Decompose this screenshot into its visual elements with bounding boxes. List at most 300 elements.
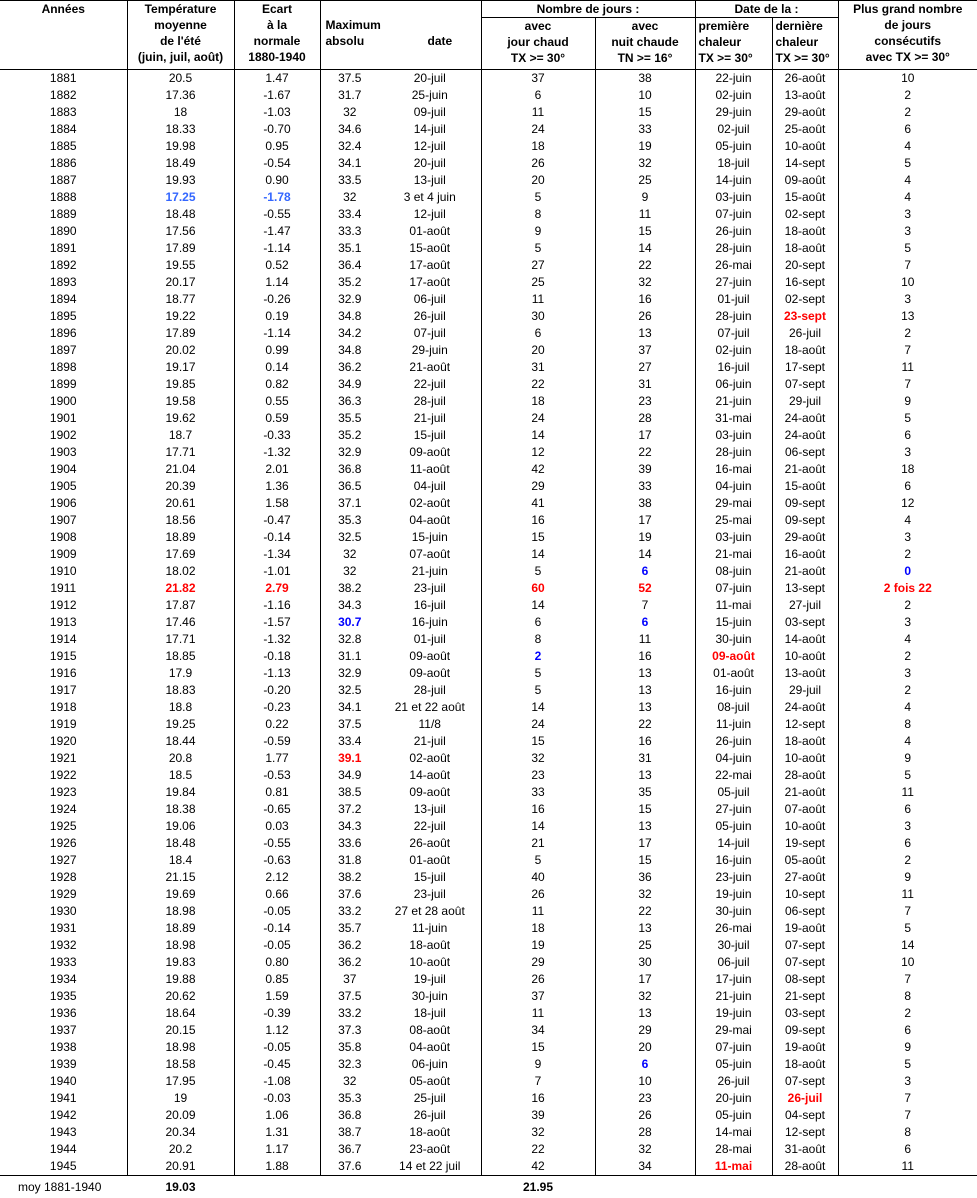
cell-consecutifs: 3 <box>904 207 912 221</box>
cell-jour-chaud: 14 <box>481 818 595 835</box>
cell-ecart: -1.16 <box>234 597 320 614</box>
cell-ecart: -1.57 <box>234 614 320 631</box>
table-row <box>0 70 977 88</box>
table-row <box>0 87 977 104</box>
cell-temperature: 19.69 <box>127 886 234 903</box>
cell-ecart: -1.67 <box>234 87 320 104</box>
cell-premiere: 04-juin <box>695 478 772 495</box>
cell-nuit-chaude: 7 <box>595 597 695 614</box>
cell-jour-chaud: 16 <box>481 1090 595 1107</box>
cell-temperature: 17.89 <box>127 240 234 257</box>
cell-date: 15-juil <box>379 869 481 886</box>
header-date-de-la: Date de la : <box>695 1 838 18</box>
cell-ecart: 0.80 <box>234 954 320 971</box>
cell-derniere: 29-août <box>772 529 838 546</box>
cell-jour-chaud: 5 <box>481 189 595 206</box>
cell-consecutifs: 2 <box>904 683 912 697</box>
header-derniere: dernière chaleur TX >= 30° <box>772 18 838 70</box>
cell-ecart: 0.59 <box>234 410 320 427</box>
cell-jour-chaud: 40 <box>481 869 595 886</box>
cell-jour-chaud: 6 <box>481 325 595 342</box>
cell-consecutifs: 14 <box>901 938 915 952</box>
table-row <box>0 104 977 121</box>
cell-temperature: 21.82 <box>127 580 234 597</box>
cell-date: 09-août <box>379 444 481 461</box>
cell-consecutifs: 7 <box>904 258 912 272</box>
cell-annee: 1894 <box>0 291 127 308</box>
cell-consecutifs: 3 <box>904 819 912 833</box>
cell-maximum: 33.4 <box>338 734 362 748</box>
cell-nuit-chaude: 22 <box>595 903 695 920</box>
cell-date: 27 et 28 août <box>379 903 481 920</box>
cell-date: 06-juin <box>379 1056 481 1073</box>
cell-temperature: 19.98 <box>127 138 234 155</box>
table-row <box>0 461 977 478</box>
table-row <box>0 580 977 597</box>
table-row <box>0 427 977 444</box>
cell-premiere: 05-juin <box>695 1107 772 1124</box>
cell-jour-chaud: 21 <box>481 835 595 852</box>
cell-nuit-chaude: 13 <box>595 325 695 342</box>
cell-temperature: 18.98 <box>127 903 234 920</box>
cell-maximum: 35.2 <box>338 275 362 289</box>
cell-premiere: 06-juil <box>695 954 772 971</box>
cell-consecutifs: 5 <box>904 156 912 170</box>
cell-maximum: 35.8 <box>338 1040 362 1054</box>
cell-derniere: 16-sept <box>772 274 838 291</box>
cell-date: 11/8 <box>379 716 481 733</box>
cell-derniere: 21-août <box>772 784 838 801</box>
cell-maximum: 33.3 <box>338 224 362 238</box>
cell-annee: 1897 <box>0 342 127 359</box>
cell-premiere: 05-juil <box>695 784 772 801</box>
cell-jour-chaud: 32 <box>481 1124 595 1141</box>
cell-ecart: 0.85 <box>234 971 320 988</box>
cell-consecutifs: 4 <box>904 173 912 187</box>
cell-maximum: 32.9 <box>338 666 362 680</box>
cell-ecart: 1.47 <box>234 70 320 88</box>
cell-maximum: 32 <box>343 190 357 204</box>
table-row <box>0 835 977 852</box>
cell-premiere: 07-juin <box>695 206 772 223</box>
cell-maximum: 34.3 <box>338 819 362 833</box>
cell-consecutifs: 3 <box>904 666 912 680</box>
table-row <box>0 971 977 988</box>
table-row <box>0 291 977 308</box>
cell-derniere: 19-août <box>772 1039 838 1056</box>
table-row <box>0 359 977 376</box>
cell-date: 12-juil <box>379 138 481 155</box>
cell-maximum: 32.9 <box>338 445 362 459</box>
cell-ecart: -0.54 <box>234 155 320 172</box>
cell-maximum: 38.2 <box>338 581 362 595</box>
cell-temperature: 19.84 <box>127 784 234 801</box>
table-body <box>0 70 977 1176</box>
cell-date: 21-juil <box>379 733 481 750</box>
cell-annee: 1939 <box>0 1056 127 1073</box>
cell-consecutifs: 6 <box>904 1142 912 1156</box>
cell-ecart: 0.82 <box>234 376 320 393</box>
cell-ecart: 0.55 <box>234 393 320 410</box>
cell-nuit-chaude: 15 <box>595 852 695 869</box>
cell-derniere: 12-sept <box>772 1124 838 1141</box>
cell-consecutifs: 2 <box>904 105 912 119</box>
cell-annee: 1882 <box>0 87 127 104</box>
table-row <box>0 1022 977 1039</box>
cell-ecart: 2.01 <box>234 461 320 478</box>
cell-consecutifs: 4 <box>904 700 912 714</box>
cell-consecutifs: 2 <box>904 598 912 612</box>
cell-maximum: 32 <box>343 547 357 561</box>
cell-date: 18-août <box>379 1124 481 1141</box>
cell-date: 3 et 4 juin <box>379 189 481 206</box>
table-row <box>0 614 977 631</box>
cell-jour-chaud: 11 <box>481 903 595 920</box>
cell-consecutifs: 9 <box>904 870 912 884</box>
cell-date: 23-août <box>379 1141 481 1158</box>
cell-ecart: 0.52 <box>234 257 320 274</box>
cell-nuit-chaude: 14 <box>595 240 695 257</box>
cell-temperature: 19.83 <box>127 954 234 971</box>
cell-date: 28-juil <box>379 393 481 410</box>
cell-annee: 1907 <box>0 512 127 529</box>
cell-jour-chaud: 22 <box>481 376 595 393</box>
cell-premiere: 30-juin <box>695 631 772 648</box>
table-row <box>0 1005 977 1022</box>
cell-jour-chaud: 34 <box>481 1022 595 1039</box>
cell-derniere: 08-sept <box>772 971 838 988</box>
cell-maximum: 36.2 <box>338 938 362 952</box>
cell-ecart: 1.14 <box>234 274 320 291</box>
cell-nuit-chaude: 16 <box>595 733 695 750</box>
cell-maximum: 34.2 <box>338 326 362 340</box>
cell-temperature: 19.22 <box>127 308 234 325</box>
cell-derniere: 21-août <box>772 461 838 478</box>
table-row <box>0 1107 977 1124</box>
cell-temperature: 17.25 <box>127 189 234 206</box>
cell-nuit-chaude: 23 <box>595 1090 695 1107</box>
cell-derniere: 24-août <box>772 427 838 444</box>
cell-nuit-chaude: 28 <box>595 1124 695 1141</box>
cell-derniere: 14-sept <box>772 155 838 172</box>
cell-jour-chaud: 2 <box>481 648 595 665</box>
cell-annee: 1887 <box>0 172 127 189</box>
cell-derniere: 27-juil <box>772 597 838 614</box>
cell-consecutifs: 7 <box>904 377 912 391</box>
cell-jour-chaud: 60 <box>481 580 595 597</box>
cell-ecart: -0.33 <box>234 427 320 444</box>
cell-temperature: 17.71 <box>127 631 234 648</box>
cell-derniere: 28-août <box>772 1158 838 1176</box>
cell-consecutifs: 4 <box>904 513 912 527</box>
cell-premiere: 30-juin <box>695 903 772 920</box>
cell-maximum: 31.7 <box>338 88 362 102</box>
cell-derniere: 15-août <box>772 478 838 495</box>
cell-nuit-chaude: 13 <box>595 699 695 716</box>
cell-jour-chaud: 8 <box>481 206 595 223</box>
cell-date: 25-juin <box>379 87 481 104</box>
cell-temperature: 17.95 <box>127 1073 234 1090</box>
cell-nuit-chaude: 15 <box>595 801 695 818</box>
table-row <box>0 920 977 937</box>
cell-annee: 1928 <box>0 869 127 886</box>
cell-date: 01-juil <box>379 631 481 648</box>
cell-consecutifs: 4 <box>904 734 912 748</box>
cell-jour-chaud: 5 <box>481 240 595 257</box>
cell-derniere: 12-sept <box>772 716 838 733</box>
table-row <box>0 631 977 648</box>
cell-date: 04-août <box>379 1039 481 1056</box>
cell-derniere: 02-sept <box>772 291 838 308</box>
cell-temperature: 19.62 <box>127 410 234 427</box>
cell-date: 21-août <box>379 359 481 376</box>
table-row <box>0 376 977 393</box>
cell-jour-chaud: 6 <box>481 87 595 104</box>
cell-annee: 1905 <box>0 478 127 495</box>
cell-date: 17-août <box>379 274 481 291</box>
cell-maximum: 33.4 <box>338 207 362 221</box>
cell-derniere: 03-sept <box>772 1005 838 1022</box>
cell-temperature: 20.09 <box>127 1107 234 1124</box>
cell-consecutifs: 2 fois 22 <box>883 581 932 595</box>
cell-derniere: 18-août <box>772 223 838 240</box>
cell-annee: 1930 <box>0 903 127 920</box>
cell-premiere: 07-juin <box>695 580 772 597</box>
cell-jour-chaud: 24 <box>481 716 595 733</box>
cell-jour-chaud: 8 <box>481 631 595 648</box>
cell-derniere: 31-août <box>772 1141 838 1158</box>
cell-consecutifs: 0 <box>904 564 912 578</box>
cell-temperature: 19.88 <box>127 971 234 988</box>
cell-derniere: 10-août <box>772 648 838 665</box>
cell-ecart: -0.59 <box>234 733 320 750</box>
cell-maximum: 32.8 <box>338 632 362 646</box>
cell-consecutifs: 2 <box>904 88 912 102</box>
cell-maximum: 35.3 <box>338 513 362 527</box>
cell-date: 14 et 22 juil <box>379 1158 481 1176</box>
cell-premiere: 15-juin <box>695 614 772 631</box>
cell-nuit-chaude: 10 <box>595 87 695 104</box>
table-row <box>0 903 977 920</box>
cell-nuit-chaude: 37 <box>595 342 695 359</box>
cell-maximum: 32.9 <box>338 292 362 306</box>
cell-temperature: 20.61 <box>127 495 234 512</box>
cell-maximum: 32 <box>343 564 357 578</box>
cell-premiere: 07-juil <box>695 325 772 342</box>
cell-date: 09-août <box>379 784 481 801</box>
cell-nuit-chaude: 16 <box>595 291 695 308</box>
cell-annee: 1908 <box>0 529 127 546</box>
cell-ecart: -0.23 <box>234 699 320 716</box>
cell-jour-chaud: 14 <box>481 546 595 563</box>
cell-date: 14-août <box>379 767 481 784</box>
cell-premiere: 19-juin <box>695 886 772 903</box>
cell-date: 08-août <box>379 1022 481 1039</box>
cell-annee: 1889 <box>0 206 127 223</box>
table-row <box>0 223 977 240</box>
cell-temperature: 18.4 <box>127 852 234 869</box>
cell-consecutifs: 7 <box>904 972 912 986</box>
cell-derniere: 20-sept <box>772 257 838 274</box>
cell-jour-chaud: 5 <box>481 852 595 869</box>
cell-jour-chaud: 24 <box>481 410 595 427</box>
cell-date: 20-juil <box>379 155 481 172</box>
cell-temperature: 19.93 <box>127 172 234 189</box>
cell-premiere: 08-juil <box>695 699 772 716</box>
cell-consecutifs: 6 <box>904 836 912 850</box>
cell-derniere: 07-sept <box>772 376 838 393</box>
cell-ecart: -0.39 <box>234 1005 320 1022</box>
cell-premiere: 21-mai <box>695 546 772 563</box>
table-row <box>0 869 977 886</box>
cell-premiere: 29-juin <box>695 104 772 121</box>
cell-date: 09-juil <box>379 104 481 121</box>
cell-premiere: 05-juin <box>695 138 772 155</box>
cell-annee: 1890 <box>0 223 127 240</box>
cell-premiere: 11-mai <box>695 597 772 614</box>
cell-derniere: 18-août <box>772 733 838 750</box>
cell-consecutifs: 3 <box>904 615 912 629</box>
cell-temperature: 18.89 <box>127 920 234 937</box>
cell-consecutifs: 3 <box>904 224 912 238</box>
cell-annee: 1901 <box>0 410 127 427</box>
cell-nuit-chaude: 10 <box>595 1073 695 1090</box>
cell-derniere: 16-août <box>772 546 838 563</box>
cell-date: 23-juil <box>379 886 481 903</box>
cell-nuit-chaude: 36 <box>595 869 695 886</box>
cell-consecutifs: 11 <box>901 785 914 799</box>
cell-maximum: 34.8 <box>338 309 362 323</box>
cell-nuit-chaude: 16 <box>595 648 695 665</box>
cell-consecutifs: 9 <box>904 751 912 765</box>
cell-ecart: -0.53 <box>234 767 320 784</box>
cell-consecutifs: 7 <box>904 1108 912 1122</box>
cell-premiere: 27-juin <box>695 801 772 818</box>
table-row <box>0 716 977 733</box>
cell-ecart: 1.31 <box>234 1124 320 1141</box>
cell-maximum: 36.8 <box>338 1108 362 1122</box>
header-nombre-jours: Nombre de jours : <box>481 1 695 18</box>
cell-derniere: 07-sept <box>772 954 838 971</box>
cell-consecutifs: 10 <box>901 275 915 289</box>
cell-jour-chaud: 12 <box>481 444 595 461</box>
cell-nuit-chaude: 34 <box>595 1158 695 1176</box>
cell-maximum: 37.2 <box>338 802 362 816</box>
cell-nuit-chaude: 17 <box>595 512 695 529</box>
cell-derniere: 07-août <box>772 801 838 818</box>
cell-temperature: 18.02 <box>127 563 234 580</box>
cell-jour-chaud: 20 <box>481 172 595 189</box>
cell-premiere: 19-juin <box>695 1005 772 1022</box>
cell-maximum: 31.1 <box>338 649 362 663</box>
cell-jour-chaud: 37 <box>481 988 595 1005</box>
cell-maximum: 33.2 <box>338 1006 362 1020</box>
cell-annee: 1909 <box>0 546 127 563</box>
cell-date: 12-juil <box>379 206 481 223</box>
cell-maximum: 36.2 <box>338 360 362 374</box>
cell-nuit-chaude: 31 <box>595 376 695 393</box>
cell-annee: 1923 <box>0 784 127 801</box>
cell-premiere: 16-mai <box>695 461 772 478</box>
cell-derniere: 05-août <box>772 852 838 869</box>
cell-consecutifs: 6 <box>904 1023 912 1037</box>
cell-nuit-chaude: 17 <box>595 427 695 444</box>
cell-premiere: 22-juin <box>695 70 772 88</box>
table-row <box>0 818 977 835</box>
footer-temp-mean: 19.03 <box>127 1176 234 1198</box>
cell-jour-chaud: 24 <box>481 121 595 138</box>
header-jour-chaud: avec jour chaud TX >= 30° <box>481 18 595 70</box>
cell-nuit-chaude: 28 <box>595 410 695 427</box>
cell-nuit-chaude: 11 <box>595 206 695 223</box>
cell-annee: 1891 <box>0 240 127 257</box>
cell-nuit-chaude: 13 <box>595 767 695 784</box>
cell-date: 25-juil <box>379 1090 481 1107</box>
cell-consecutifs: 13 <box>901 309 915 323</box>
cell-jour-chaud: 11 <box>481 291 595 308</box>
cell-derniere: 26-juil <box>772 325 838 342</box>
cell-premiere: 23-juin <box>695 869 772 886</box>
cell-ecart: -0.20 <box>234 682 320 699</box>
cell-annee: 1917 <box>0 682 127 699</box>
table-row <box>0 1056 977 1073</box>
cell-annee: 1884 <box>0 121 127 138</box>
cell-ecart: -0.18 <box>234 648 320 665</box>
cell-annee: 1881 <box>0 70 127 88</box>
cell-nuit-chaude: 35 <box>595 784 695 801</box>
table-row <box>0 393 977 410</box>
table-row <box>0 121 977 138</box>
table-row <box>0 342 977 359</box>
cell-premiere: 14-juil <box>695 835 772 852</box>
cell-ecart: -0.05 <box>234 1039 320 1056</box>
cell-temperature: 18.44 <box>127 733 234 750</box>
cell-nuit-chaude: 26 <box>595 308 695 325</box>
cell-nuit-chaude: 6 <box>595 614 695 631</box>
cell-annee: 1912 <box>0 597 127 614</box>
cell-nuit-chaude: 25 <box>595 172 695 189</box>
cell-maximum: 32.5 <box>338 530 362 544</box>
table-row <box>0 767 977 784</box>
cell-ecart: 1.36 <box>234 478 320 495</box>
cell-temperature: 20.02 <box>127 342 234 359</box>
cell-ecart: -0.65 <box>234 801 320 818</box>
cell-derniere: 09-sept <box>772 1022 838 1039</box>
cell-derniere: 09-sept <box>772 495 838 512</box>
cell-date: 10-août <box>379 954 481 971</box>
cell-maximum: 37.1 <box>338 496 362 510</box>
cell-date: 18-août <box>379 937 481 954</box>
cell-temperature: 18 <box>127 104 234 121</box>
cell-premiere: 20-juin <box>695 1090 772 1107</box>
cell-jour-chaud: 27 <box>481 257 595 274</box>
cell-consecutifs: 12 <box>901 496 915 510</box>
cell-temperature: 20.2 <box>127 1141 234 1158</box>
cell-premiere: 26-juil <box>695 1073 772 1090</box>
cell-temperature: 17.71 <box>127 444 234 461</box>
cell-premiere: 07-juin <box>695 1039 772 1056</box>
cell-temperature: 20.5 <box>127 70 234 88</box>
cell-annee: 1940 <box>0 1073 127 1090</box>
cell-annee: 1921 <box>0 750 127 767</box>
cell-annee: 1913 <box>0 614 127 631</box>
cell-jour-chaud: 29 <box>481 954 595 971</box>
cell-jour-chaud: 18 <box>481 138 595 155</box>
cell-temperature: 18.48 <box>127 206 234 223</box>
cell-jour-chaud: 14 <box>481 597 595 614</box>
cell-premiere: 26-juin <box>695 223 772 240</box>
cell-premiere: 28-mai <box>695 1141 772 1158</box>
